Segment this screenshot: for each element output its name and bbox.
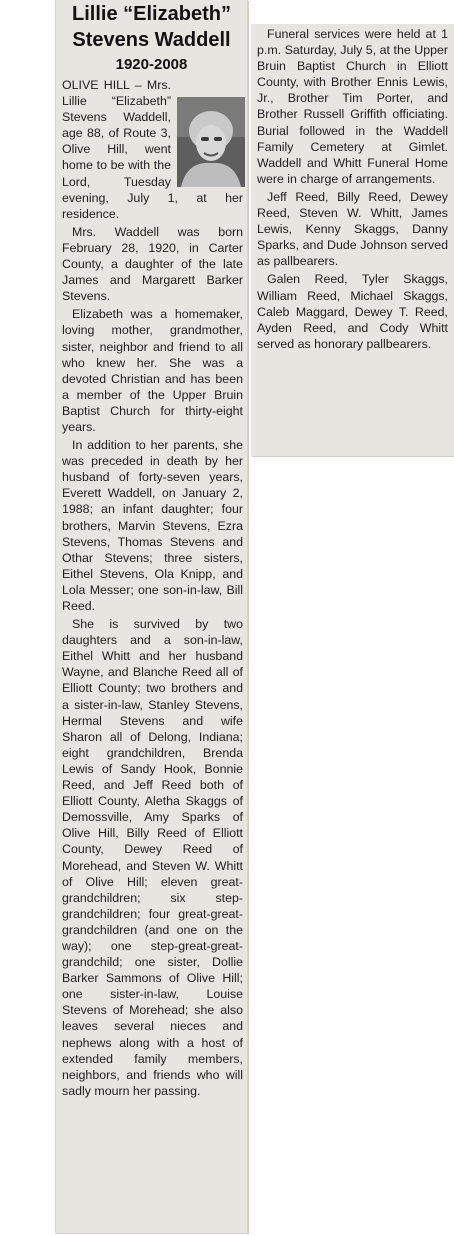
obituary-body xyxy=(56,77,247,1099)
obituary-clipping-left xyxy=(55,0,248,1233)
obituary-pallbearers: Jeff Reed, Billy Reed, Dewey Reed, Steven W. Whitt, James Lewis, Kenny Skaggs, Danny Sparks, and Dude Johnson served as pallbearers. xyxy=(257,189,448,269)
obituary-services xyxy=(251,24,454,352)
obituary-funeral: Funeral services were held at 1 p.m. Saturday, July 5, at the Upper Bruin Baptist Church in Elliott County, with Brother Ennis Lewis, Jr., Brother Tim Porter, and Brother Russell Griffith officiating. Burial followed in the Waddell Family Cemetery at Gimlet. Waddell and Whitt Funeral Home were in charge of arrangements. xyxy=(257,27,448,186)
obituary-preceded: In addition to her parents, she was preceded in death by her husband of forty-seven years, Everett Waddell, on January 2, 1988; an infant daughter; four brothers, Marvin Stevens, Ezra Stevens, Thomas Stevens and Othar Stevens; three sisters, Eithel Stevens, Ola Knipp, and Lola Messer; one son-in-law, Bill Reed. xyxy=(62,438,243,613)
obituary-honorary-pallbearers: Galen Reed, Tyler Skaggs, William Reed, Michael Skaggs, Caleb Maggard, Dewey T. Reed, Ayden Reed, and Cody Whitt served as honorary pallbearers. xyxy=(257,272,448,351)
deceased-name-line1: Lillie “Elizabeth” xyxy=(72,3,231,25)
obituary-survived: She is survived by two daughters and a son-in-law, Eithel Whitt and her husband Wayne, and Blanche Reed all of Elliott County; two brothers and a sister-in-law, Stanley Stevens, Hermal Stevens and wife Sharon all of Delong, Indiana; eight grandchildren, Brenda Lewis of Sandy Hook, Bonnie Reed, and Jeff Reed both of Elliott County, Aletha Skaggs of Demossville, Amy Sparks of Olive Hill, Billy Reed of Elliott County, Dewey Reed of Morehead, and Steven W. Whitt of Olive Hill; eleven great-grandchildren; six step-grandchildren; four great-great-grandchildren (and one on the way); one step-great-great-grandchild; one sister, Dollie Barker Sammons of Olive Hill; one sister-in-law, Louise Stevens of Morehead; she also leaves several nieces and nephews along with a host of extended family members, neighbors, and friends who will sadly mourn her passing. xyxy=(62,617,243,1098)
obituary-header xyxy=(56,3,247,74)
obituary-birth: Mrs. Waddell was born February 28, 1920, in Carter County, a daughter of the late James and Margarett Barker Stevens. xyxy=(62,224,243,304)
obituary-clipping-right xyxy=(251,24,454,456)
portrait-photo xyxy=(177,97,245,187)
life-years: 1920-2008 xyxy=(115,56,188,73)
obituary-life: Elizabeth was a homemaker, loving mother, grandmother, sister, neighbor and friend to all who knew her. She was a devoted Christian and has been a member of the Upper Bruin Baptist Church for thirty-eight years. xyxy=(62,307,243,434)
obituary-intro: OLIVE HILL – Mrs. Lillie “Elizabeth” Stevens Waddell, age 88, of Route 3, Olive Hill, went home to be with the Lord, Tuesday evening, July 1, at her residence. xyxy=(62,78,243,221)
deceased-name-line2: Stevens Waddell xyxy=(72,29,231,51)
